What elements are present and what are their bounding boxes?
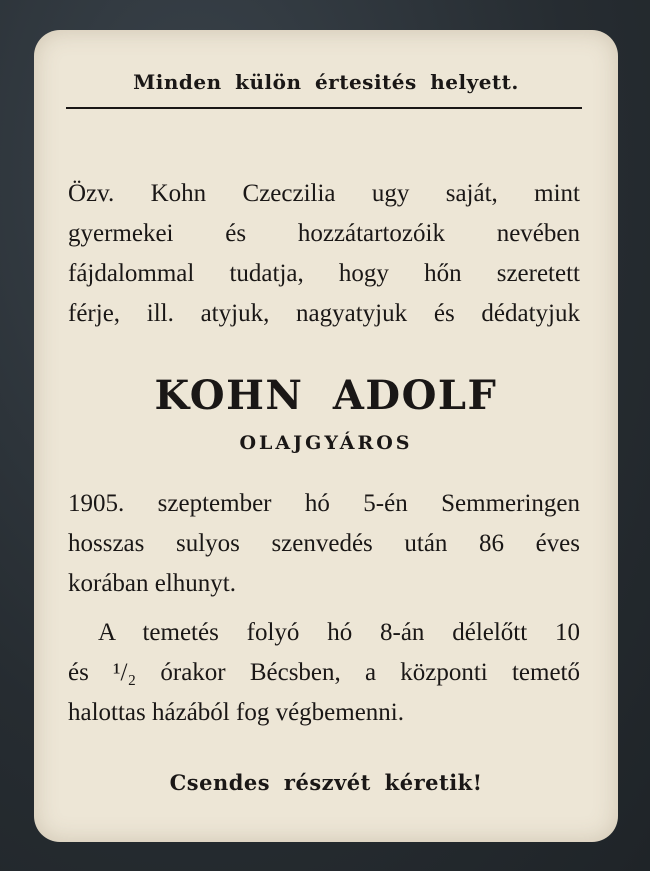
funeral-line: és ¹/₂ órakor Bécsben, a központi temető — [68, 659, 580, 686]
deceased-name: KOHN ADOLF — [154, 372, 498, 419]
death-line: korában elhunyt. — [68, 570, 237, 597]
death-notice-card — [34, 30, 618, 842]
condolence-note: Csendes részvét kéretik! — [169, 770, 483, 795]
funeral-paragraph — [68, 613, 580, 733]
header-divider — [66, 107, 582, 109]
announcement-line: Özv. Kohn Czeczilia ugy saját, mint — [68, 180, 580, 207]
notice-header: Minden külön értesités helyett. — [133, 70, 519, 94]
deceased-occupation: OLAJGYÁROS — [239, 432, 413, 454]
announcement-paragraph — [68, 174, 580, 334]
announcement-line: férje, ill. atyjuk, nagyatyjuk és dédatyjuk — [68, 300, 580, 327]
death-line: hosszas sulyos szenvedés után 86 éves — [68, 530, 580, 557]
funeral-line: A temetés folyó hó 8-án délelőtt 10 — [98, 619, 580, 646]
funeral-line: halottas házából fog végbemenni. — [68, 699, 404, 726]
announcement-line: gyermekei és hozzátartozóik nevében — [68, 220, 580, 247]
death-paragraph — [68, 484, 580, 604]
announcement-line: fájdalommal tudatja, hogy hőn szeretett — [68, 260, 580, 287]
death-line: 1905. szeptember hó 5-én Semmeringen — [68, 490, 580, 517]
